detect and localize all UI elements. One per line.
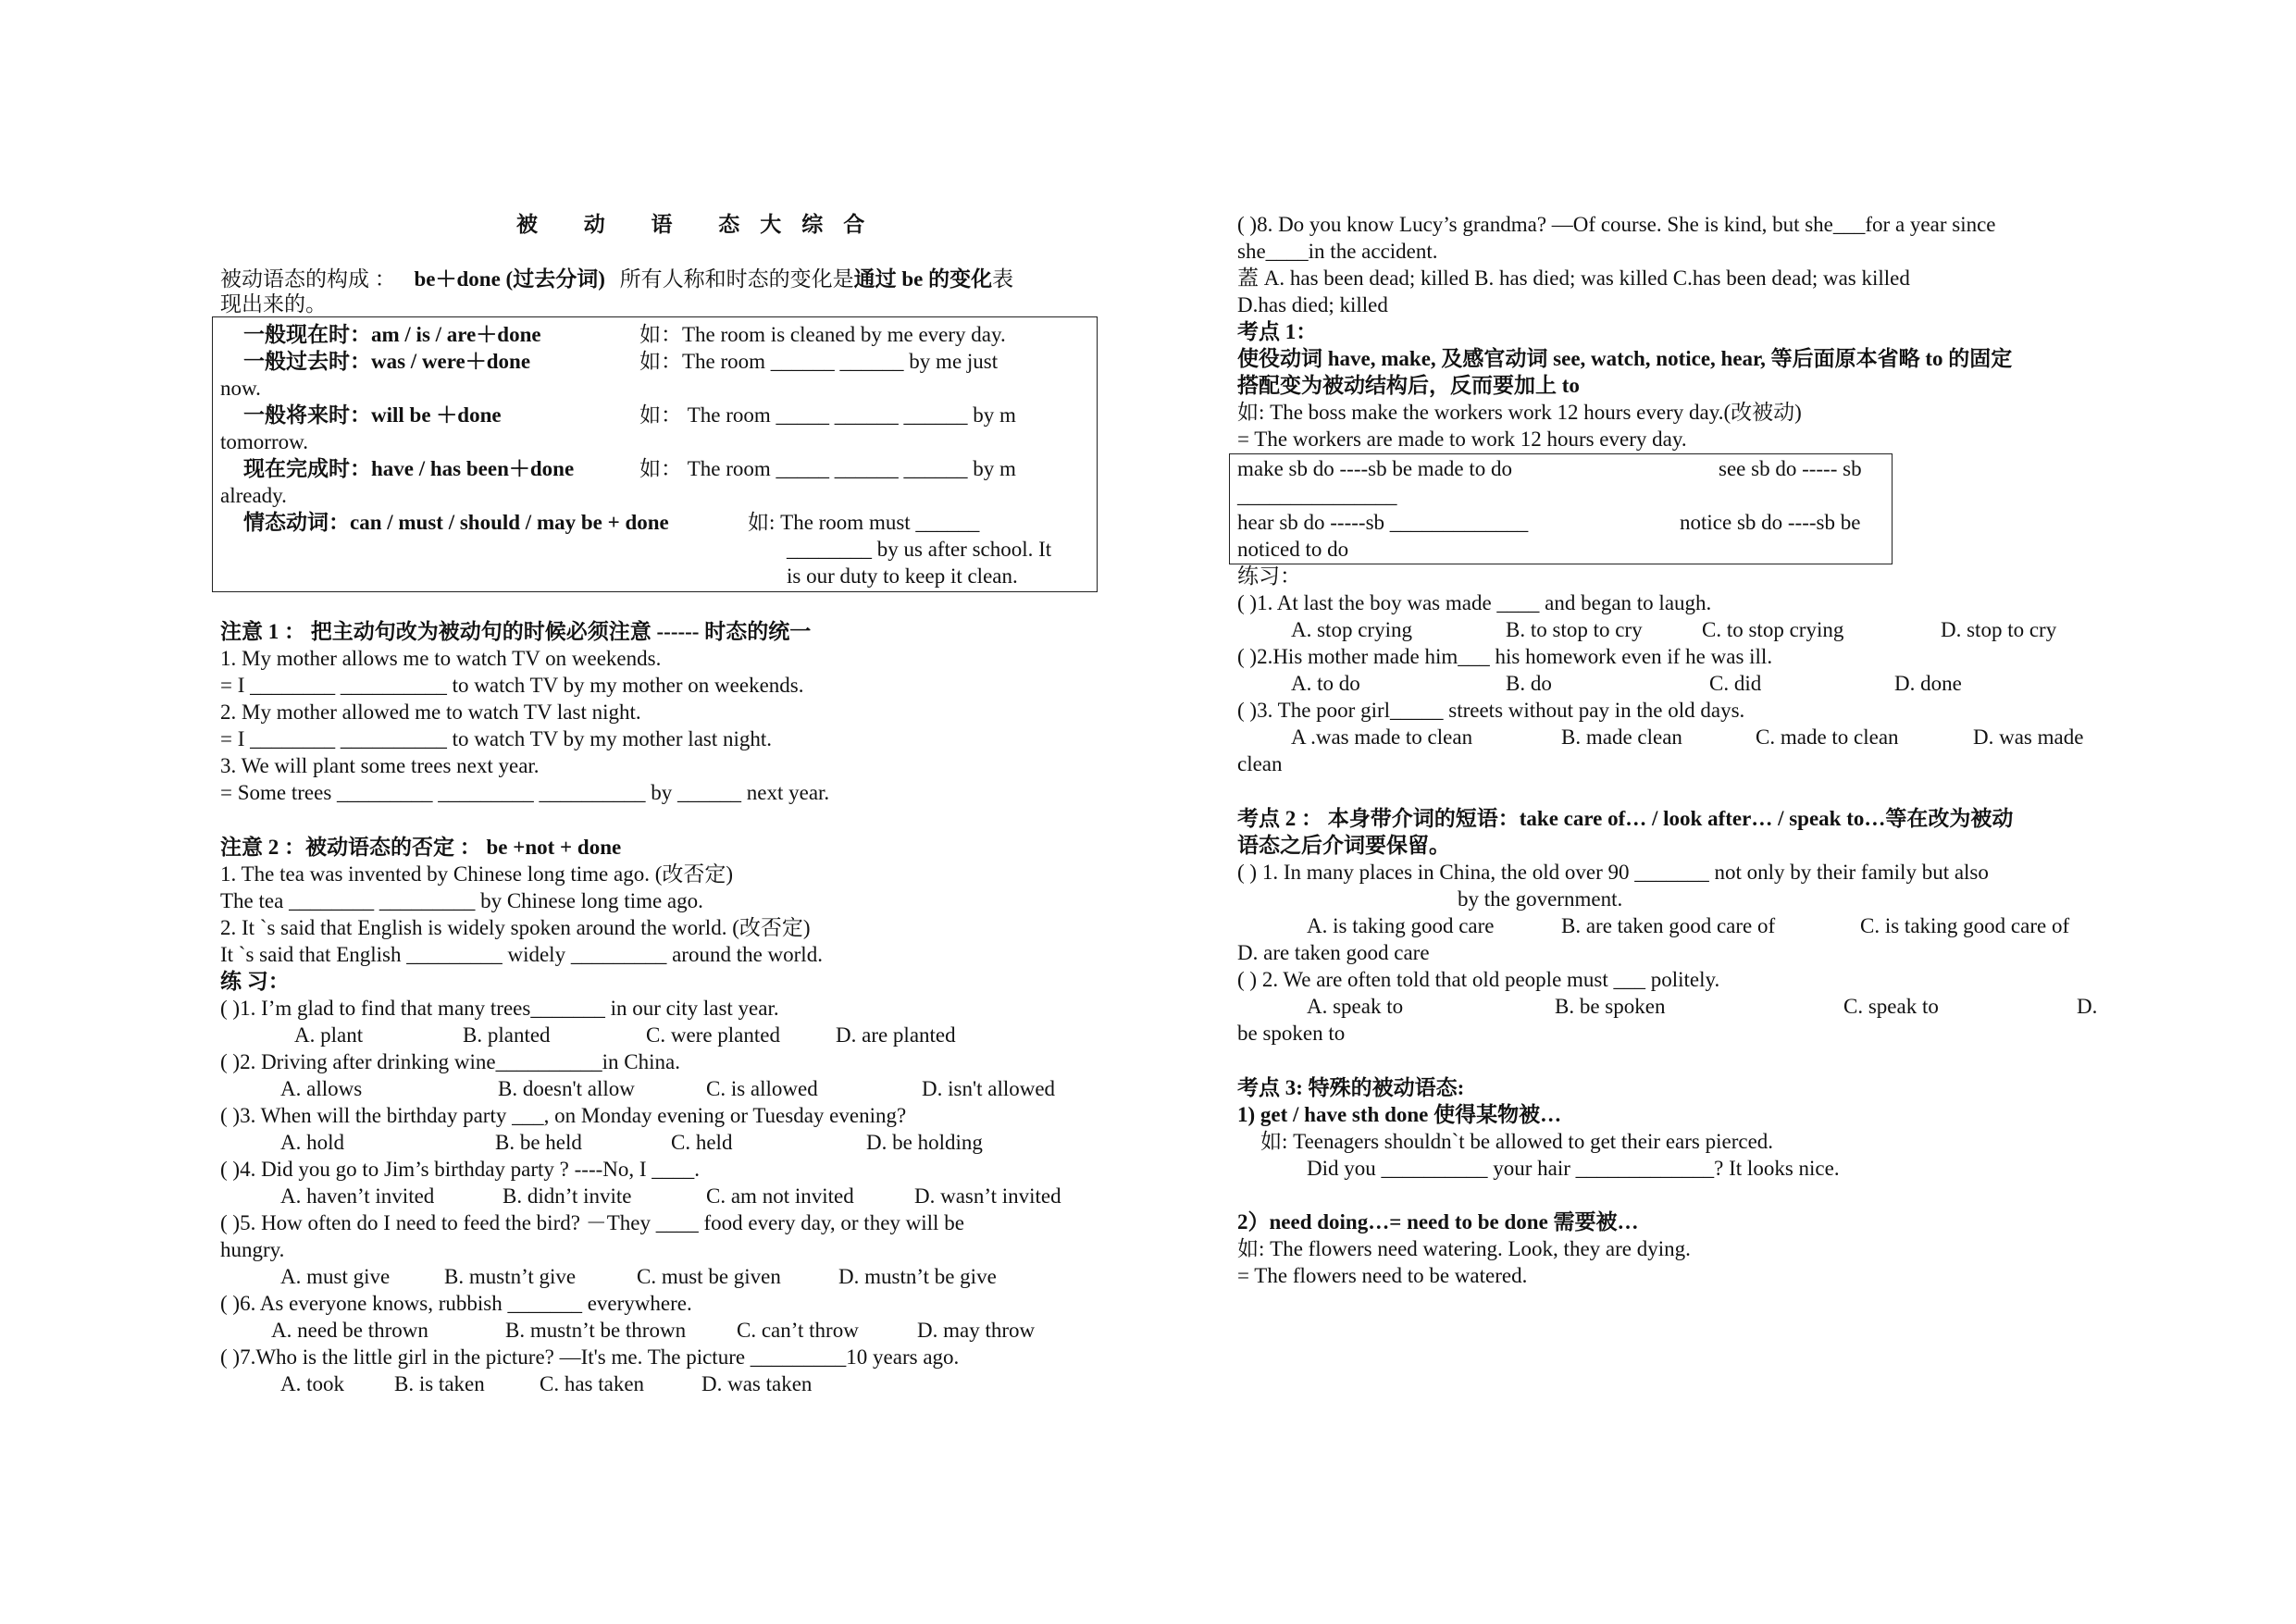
- k1-title: 考点 1：: [1237, 320, 1318, 343]
- k3-1-example-1: 如: Teenagers shouldn`t be allowed to get their ears pierced.: [1260, 1130, 1774, 1153]
- q8-option-d: D.has died; killed: [1237, 293, 1388, 316]
- q8-line-1: ( )8. Do you know Lucy’s grandma? —Of course. She is kind, but she___for a year since: [1237, 213, 1996, 236]
- practice-q3-opt-c: C. held: [671, 1131, 733, 1154]
- tense-future-simple-example: 如： The room _____ ______ ______ by m: [639, 403, 1016, 427]
- practice-q4-opt-d: D. wasn’t invited: [914, 1184, 1061, 1208]
- tense-past-simple-wrap: now.: [220, 377, 261, 400]
- tense-future-simple: 一般将来时：will be ＋done: [243, 403, 502, 427]
- note2-item-2: The tea ________ _________ by Chinese long time ago.: [220, 889, 703, 912]
- practice-q4-opt-c: C. am not invited: [706, 1184, 854, 1208]
- k1-example-1: 如: The boss make the workers work 12 hours every day.(改被动): [1237, 401, 1802, 424]
- practice-q4-opt-b: B. didn’t invite: [503, 1184, 632, 1208]
- k1-practice-q1-opt-c: C. to stop crying: [1702, 618, 1844, 641]
- tense-modal-example-2: ________ by us after school. It: [787, 538, 1052, 561]
- practice-q4: ( )4. Did you go to Jim’s birthday party ? ----No, I ____.: [220, 1158, 701, 1181]
- practice-q6-opt-d: D. may throw: [917, 1319, 1036, 1342]
- k3-1-title: 1) get / have sth done 使得某物被…: [1237, 1103, 1562, 1126]
- note1-item-6: = Some trees _________ _________ __________ by ______ next year.: [220, 781, 830, 804]
- tense-future-simple-wrap: tomorrow.: [220, 430, 308, 453]
- k1-practice-q1-opt-a: A. stop crying: [1291, 618, 1412, 641]
- practice-q7-opt-b: B. is taken: [394, 1372, 485, 1395]
- practice-q2-opt-a: A. allows: [280, 1077, 363, 1100]
- tense-modal-example: 如: The room must ______: [748, 511, 980, 534]
- k2-q1-opt-d: D. are taken good care: [1237, 941, 1430, 964]
- note1-item-4: = I ________ __________ to watch TV by my mother last night.: [220, 727, 773, 750]
- intro-line-1: 被动语态的构成 ： be＋done (过去分词) 所有人称和时态的变化是通过 be 的变化表: [220, 267, 1014, 291]
- k1-practice-q2-opt-d: D. done: [1894, 672, 1962, 695]
- practice-q4-opt-a: A. haven’t invited: [280, 1184, 435, 1208]
- practice-title: 练 习：: [220, 970, 290, 993]
- k1-practice-q2-opt-a: A. to do: [1291, 672, 1360, 695]
- k1-box-make: make sb do ----sb be made to do: [1237, 457, 1513, 480]
- practice-q7: ( )7.Who is the little girl in the picture? —It's me. The picture _________10 years ago.: [220, 1345, 960, 1369]
- practice-q6-opt-a: A. need be thrown: [271, 1319, 428, 1342]
- k2-title-1: 考点 2 ： 本身带介词的短语：take care of… / look after… / speak to…等在改为被动: [1237, 807, 2014, 830]
- tense-past-simple: 一般过去时：was / were＋done: [243, 350, 531, 373]
- k1-box-blank: _______________: [1237, 484, 1397, 507]
- note2-item-4: It `s said that English _________ widely _________ around the world.: [220, 943, 823, 966]
- k1-practice-q2-opt-b: B. do: [1506, 672, 1552, 695]
- note2-item-3: 2. It `s said that English is widely spoken around the world. (改否定): [220, 916, 811, 939]
- practice-q5-wrap: hungry.: [220, 1238, 285, 1261]
- k1-practice-q3-opt-b: B. made clean: [1561, 725, 1682, 749]
- practice-q3-opt-b: B. be held: [495, 1131, 582, 1154]
- practice-q3-opt-a: A. hold: [280, 1131, 344, 1154]
- k1-practice-q3-opt-d: D. was made: [1973, 725, 2084, 749]
- q8-line-2: she____in the accident.: [1237, 240, 1438, 263]
- tense-present-perfect: 现在完成时：have / has been＋done: [243, 457, 575, 480]
- practice-q7-opt-a: A. took: [280, 1372, 344, 1395]
- k2-q2: ( ) 2. We are often told that old people must ___ politely.: [1237, 968, 1720, 991]
- note2-title: 注意 2 ：被动语态的否定 ： be +not + done: [220, 836, 622, 859]
- note1-title: 注意 1 ： 把主动句改为被动句的时候必须注意 ------ 时态的统一: [220, 620, 812, 643]
- k2-q2-opt-d: D.: [2077, 995, 2098, 1018]
- tense-present-simple-example: 如：The room is cleaned by me every day.: [639, 323, 1006, 346]
- practice-q2-opt-c: C. is allowed: [706, 1077, 818, 1100]
- tense-present-perfect-example: 如： The room _____ ______ ______ by m: [639, 457, 1016, 480]
- k1-practice-q3: ( )3. The poor girl_____ streets without pay in the old days.: [1237, 699, 1745, 722]
- practice-q2-opt-d: D. isn't allowed: [922, 1077, 1056, 1100]
- practice-q5-opt-d: D. mustn’t be give: [838, 1265, 997, 1288]
- note1-item-2: = I ________ __________ to watch TV by my mother on weekends.: [220, 674, 804, 697]
- practice-q2-opt-b: B. doesn't allow: [498, 1077, 635, 1100]
- practice-q1-opt-b: B. planted: [463, 1023, 551, 1047]
- practice-q7-opt-d: D. was taken: [701, 1372, 813, 1395]
- k3-2-title: 2）need doing…= need to be done 需要被…: [1237, 1210, 1639, 1233]
- k2-q1-line-2: by the government.: [1458, 887, 1623, 911]
- k3-2-example-1: 如: The flowers need watering. Look, they are dying.: [1237, 1237, 1691, 1260]
- k1-desc-1: 使役动词 have, make, 及感官动词 see, watch, notice, hear, 等后面原本省略 to 的固定: [1237, 347, 2013, 370]
- k1-practice-q3-opt-a: A .was made to clean: [1291, 725, 1473, 749]
- practice-q3: ( )3. When will the birthday party ___, on Monday evening or Tuesday evening?: [220, 1104, 907, 1127]
- k1-practice-q2: ( )2.His mother made him___ his homework even if he was ill.: [1237, 645, 1773, 668]
- k2-q1-opt-c: C. is taking good care of: [1860, 914, 2070, 937]
- practice-q6: ( )6. As everyone knows, rubbish _______ everywhere.: [220, 1292, 692, 1315]
- k1-box-hear: hear sb do -----sb _____________: [1237, 511, 1529, 534]
- k1-box-see: see sb do ----- sb: [1719, 457, 1862, 480]
- k1-desc-2: 搭配变为被动结构后，反而要加上 to: [1237, 374, 1580, 397]
- k1-practice-q3-wrap: clean: [1237, 752, 1283, 775]
- practice-q5-opt-a: A. must give: [280, 1265, 391, 1288]
- k2-q1-line-1: ( ) 1. In many places in China, the old over 90 _______ not only by their family but also: [1237, 861, 1989, 884]
- note2-item-1: 1. The tea was invented by Chinese long time ago. (改否定): [220, 862, 734, 886]
- k3-1-example-2: Did you __________ your hair _____________? It looks nice.: [1307, 1157, 1840, 1180]
- practice-q5-opt-b: B. mustn’t give: [444, 1265, 577, 1288]
- practice-q6-opt-b: B. mustn’t be thrown: [505, 1319, 687, 1342]
- practice-q5: ( )5. How often do I need to feed the bird? －They ____ food every day, or they will be: [220, 1211, 964, 1234]
- practice-q1-opt-c: C. were planted: [646, 1023, 780, 1047]
- practice-q2: ( )2. Driving after drinking wine__________in China.: [220, 1050, 680, 1073]
- k2-q2-opt-b: B. be spoken: [1555, 995, 1666, 1018]
- note1-item-1: 1. My mother allows me to watch TV on weekends.: [220, 647, 662, 670]
- k2-q1-opt-b: B. are taken good care of: [1561, 914, 1776, 937]
- q8-options: 蓋 A. has been dead; killed B. has died; was killed C.has been dead; was killed: [1237, 267, 1910, 290]
- k1-practice-title: 练习：: [1237, 564, 1301, 588]
- k1-example-2: = The workers are made to work 12 hours every day.: [1237, 428, 1687, 451]
- note1-item-3: 2. My mother allowed me to watch TV last night.: [220, 700, 641, 724]
- k1-practice-q3-opt-c: C. made to clean: [1756, 725, 1899, 749]
- k2-title-2: 语态之后介词要保留。: [1237, 834, 1450, 857]
- k2-q2-opt-c: C. speak to: [1843, 995, 1939, 1018]
- k1-box-notice: notice sb do ----sb be: [1680, 511, 1861, 534]
- k2-q1-opt-a: A. is taking good care: [1307, 914, 1495, 937]
- k2-q2-opt-d-text: be spoken to: [1237, 1022, 1346, 1045]
- tense-modal: 情态动词：can / must / should / may be + done: [243, 511, 669, 534]
- practice-q5-opt-c: C. must be given: [637, 1265, 781, 1288]
- intro-line-2: 现出来的。: [220, 292, 327, 316]
- practice-q1-opt-a: A. plant: [294, 1023, 364, 1047]
- tense-present-perfect-wrap: already.: [220, 484, 287, 507]
- page-title: 被 动 语 态大综合: [516, 213, 886, 236]
- practice-q1: ( )1. I’m glad to find that many trees_______ in our city last year.: [220, 997, 779, 1020]
- k1-practice-q2-opt-c: C. did: [1709, 672, 1762, 695]
- practice-q7-opt-c: C. has taken: [540, 1372, 645, 1395]
- k1-practice-q1-opt-d: D. stop to cry: [1941, 618, 2057, 641]
- practice-q1-opt-d: D. are planted: [836, 1023, 956, 1047]
- k3-title: 考点 3: 特殊的被动语态:: [1237, 1076, 1465, 1099]
- k1-practice-q1: ( )1. At last the boy was made ____ and began to laugh.: [1237, 591, 1712, 614]
- k2-q2-opt-a: A. speak to: [1307, 995, 1404, 1018]
- practice-q6-opt-c: C. can’t throw: [737, 1319, 859, 1342]
- k1-box-noticed: noticed to do: [1237, 538, 1349, 561]
- practice-q3-opt-d: D. be holding: [866, 1131, 983, 1154]
- k3-2-example-2: = The flowers need to be watered.: [1237, 1264, 1528, 1287]
- tense-present-simple: 一般现在时：am / is / are＋done: [243, 323, 541, 346]
- k1-practice-q1-opt-b: B. to stop to cry: [1506, 618, 1643, 641]
- tense-past-simple-example: 如：The room ______ ______ by me just: [639, 350, 999, 373]
- tense-modal-example-3: is our duty to keep it clean.: [787, 564, 1018, 588]
- note1-item-5: 3. We will plant some trees next year.: [220, 754, 540, 777]
